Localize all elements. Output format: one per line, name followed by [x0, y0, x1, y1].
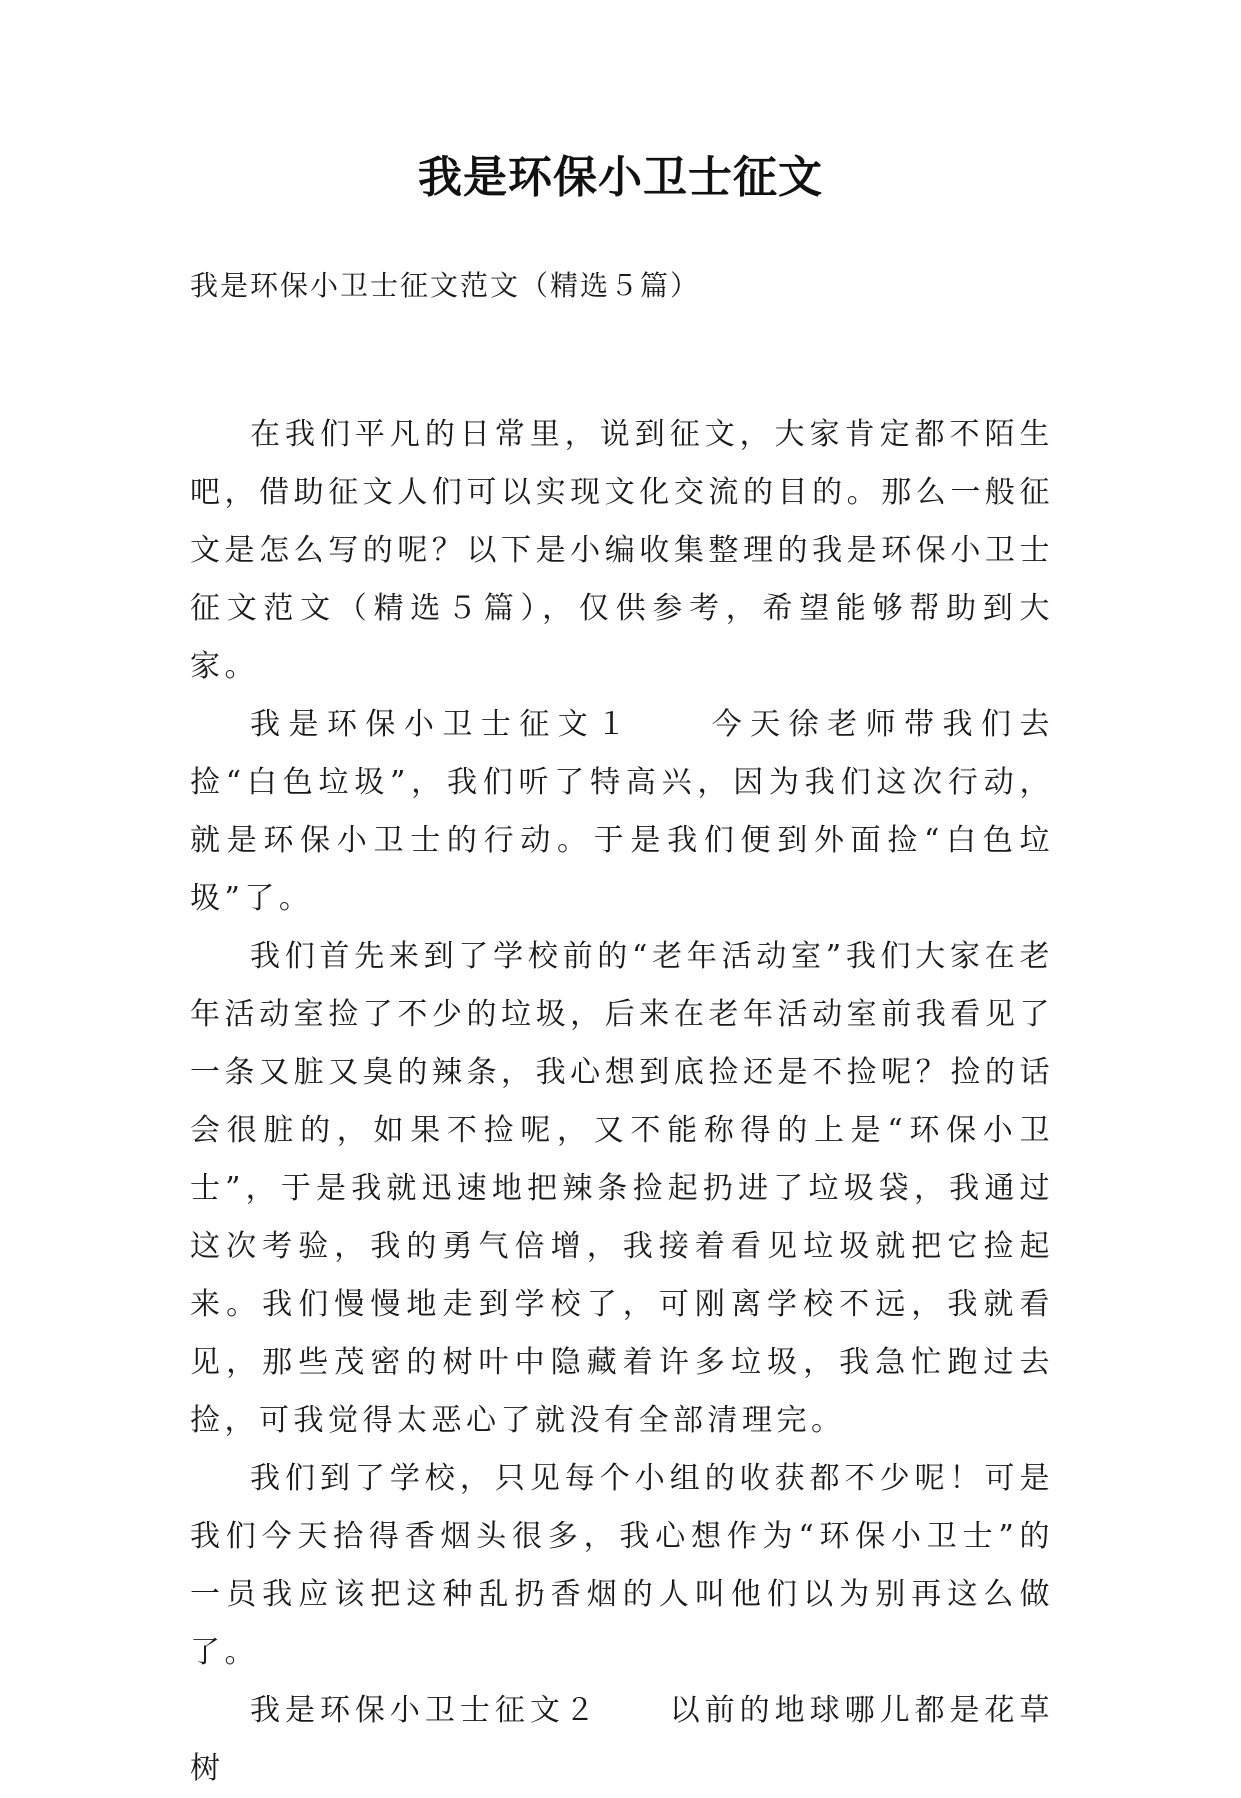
document-body [190, 406, 1054, 1798]
paragraph-essay-1-body: 我们首先来到了学校前的“老年活动室”我们大家在老年活动室捡了不少的垃圾，后来在老年活动室前我看见了一条又脏又臭的辣条，我心想到底捡还是不捡呢？捡的话会很脏的，如果不捡呢，又不能称得的上是“环保小卫士”，于是我就迅速地把辣条捡起扔进了垃圾袋，我通过这次考验，我的勇气倍增，我接着看见垃圾就把它捡起来。我们慢慢地走到学校了，可刚离学校不远，我就看见，那些茂密的树叶中隐藏着许多垃圾，我急忙跑过去捡，可我觉得太恶心了就没有全部清理完。 [190, 939, 1054, 1438]
paragraph-essay-2-opening: 我是环保小卫士征文２ 以前的地球哪儿都是花草树 [190, 1693, 1054, 1786]
paragraph-essay-1-ending: 我们到了学校，只见每个小组的收获都不少呢！可是我们今天拾得香烟头很多，我心想作为“环保小卫士”的一员我应该把这种乱扔香烟的人叫他们以为别再这么做了。 [190, 1461, 1054, 1670]
paragraph-essay-1-opening: 我是环保小卫士征文１ 今天徐老师带我们去捡“白色垃圾”，我们听了特高兴，因为我们这次行动，就是环保小卫士的行动。于是我们便到外面捡“白色垃圾”了。 [190, 707, 1054, 916]
document-title: 我是环保小卫士征文 [418, 152, 823, 203]
document-subtitle: 我是环保小卫士征文范文（精选５篇） [190, 269, 701, 302]
paragraph-intro: 在我们平凡的日常里，说到征文，大家肯定都不陌生吧，借助征文人们可以实现文化交流的目的。那么一般征文是怎么写的呢？以下是小编收集整理的我是环保小卫士征文范文（精选５篇），仅供参考，希望能够帮助到大家。 [190, 417, 1054, 684]
